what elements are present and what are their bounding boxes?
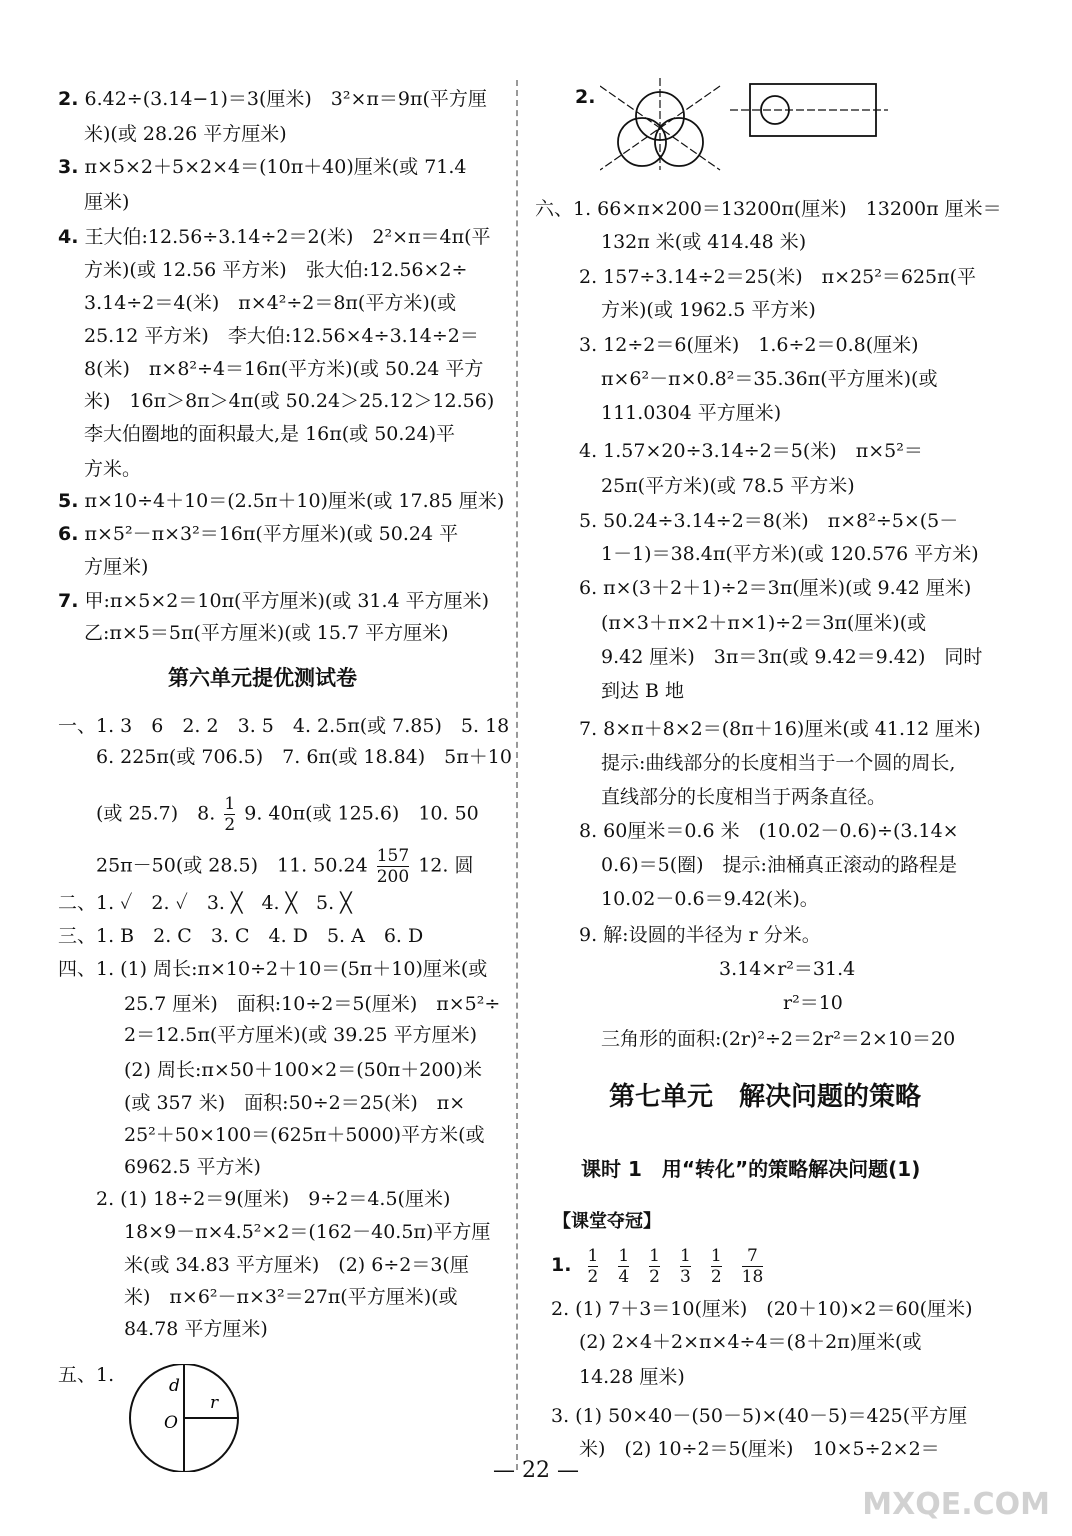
answer-text: 方厘米) (84, 556, 149, 578)
unit-title: 第七单元 解决问题的策略 (609, 1082, 922, 1112)
tail-line: (2) 2×4＋2×π×4÷4＝(8＋2π)厘米(或 (579, 1331, 922, 1353)
answer-line: 4. 1.57×20÷3.14÷2＝5(米) π×5²＝ (579, 440, 923, 462)
watermark-logo: MXQE.COM (862, 1487, 1050, 1522)
answer-line: 132π 米(或 414.48 米) (601, 231, 807, 253)
fraction: $\frac{1}{2}$ (224, 794, 236, 835)
fraction: $\frac{1}{4}$ (618, 1245, 630, 1287)
answer-line: 9.42 厘米) 3π＝3π(或 9.42＝9.42) 同时 (601, 646, 983, 668)
item-number: 7. (58, 590, 79, 612)
test-line: 一、1. 3 6 2. 2 3. 5 4. 2.5π(或 7.85) 5. 18 (58, 715, 510, 737)
answer-line: 5. 50.24÷3.14÷2＝8(米) π×8²÷5×(5－ (579, 510, 959, 532)
test-line: 18×9－π×4.5²×2＝(162－40.5π)平方厘 (124, 1221, 491, 1243)
test-line: 25²＋50×100＝(625π＋5000)平方米(或 (124, 1124, 485, 1146)
page-number: — 22 — (493, 1458, 579, 1483)
fraction: $\frac{157}{200}$ (376, 846, 410, 887)
test-line: 2＝12.5π(平方厘米)(或 39.25 平方厘米) (124, 1024, 478, 1046)
answer-line (58, 490, 504, 512)
answer-text: π×5×2＋5×2×4＝(10π＋40)厘米(或 71.4 (78, 156, 467, 178)
tail-line: 14.28 厘米) (579, 1366, 685, 1388)
answer-line: π×6²－π×0.8²＝35.36π(平方厘米)(或 (601, 368, 938, 390)
test-line: 五、1. (58, 1364, 115, 1386)
answer-line (84, 423, 455, 445)
section-tag: 【课堂夺冠】 (553, 1211, 661, 1232)
answer-text: 王大伯:12.56÷3.14÷2＝2(米) 2²×π＝4π(平 (78, 226, 491, 248)
answer-line (58, 590, 489, 612)
item-number: 4. (58, 226, 79, 248)
answer-line (84, 292, 456, 314)
answer-line (84, 556, 148, 578)
answer-text: 25.12 平方米) 李大伯:12.56×4÷3.14÷2＝ (84, 325, 479, 347)
test-line: 6. 225π(或 706.5) 7. 6π(或 18.84) 5π＋10 (96, 746, 512, 768)
answer-line: 直线部分的长度相当于两条直径。 (601, 786, 887, 808)
answer-line: 方米)(或 1962.5 平方米) (601, 299, 816, 321)
answer-line: 25π(平方米)(或 78.5 平方米) (601, 475, 855, 497)
answer-line (58, 226, 491, 248)
answer-text: 厘米) (84, 191, 130, 213)
answer-line: 7. 8×π＋8×2＝(8π＋16)厘米(或 41.12 厘米) (579, 718, 981, 740)
circle-diagram (124, 1364, 248, 1472)
item-number: 5. (58, 490, 79, 512)
answer-text: 方米)(或 12.56 平方米) 张大伯:12.56×2÷ (84, 259, 468, 281)
test-line: 84.78 平方厘米) (124, 1318, 268, 1340)
answer-line (84, 123, 287, 145)
answer-text: 6.42÷(3.14−1)＝3(厘米) 3²×π＝9π(平方厘 (78, 88, 487, 110)
fraction: $\frac{1}{2}$ (710, 1245, 722, 1287)
answer-text: 甲:π×5×2＝10π(平方厘米)(或 31.4 平方厘米) (78, 590, 490, 612)
item-number: 6. (58, 523, 79, 545)
answer-line: 3. 12÷2＝6(厘米) 1.6÷2＝0.8(厘米) (579, 334, 919, 356)
answer-line: 1－1)＝38.4π(平方米)(或 120.576 平方米) (601, 543, 979, 565)
answer-line (84, 458, 141, 480)
answer-line: 9. 解:设圆的半径为 r 分米。 (579, 924, 821, 946)
section-title: 第六单元提优测试卷 (168, 666, 357, 690)
answer-line: r²＝10 (783, 992, 843, 1014)
test-line: 6962.5 平方米) (124, 1156, 261, 1178)
tail-line: 3. (1) 50×40－(50－5)×(40－5)＝425(平方厘 (551, 1405, 968, 1427)
test-line: 25.7 厘米) 面积:10÷2＝5(厘米) π×5²÷ (124, 993, 501, 1015)
test-line: 米(或 34.83 平方厘米) (2) 6÷2＝3(厘 (124, 1254, 469, 1276)
answer-line (58, 523, 458, 545)
item-number: 3. (58, 156, 79, 178)
answer-line (84, 325, 479, 347)
center-label: O (164, 1413, 178, 1433)
answer-text: π×5²－π×3²＝16π(平方厘米)(或 50.24 平 (78, 523, 459, 545)
answer-line (84, 622, 449, 644)
answer-line (58, 156, 467, 178)
answer-text: 乙:π×5＝5π(平方厘米)(或 15.7 平方厘米) (84, 622, 449, 644)
answer-line: 六、1. 66×π×200＝13200π(厘米) 13200π 厘米＝ (535, 198, 1002, 220)
answer-text: 李大伯圈地的面积最大,是 16π(或 50.24)平 (84, 423, 456, 445)
column-divider (516, 80, 518, 1470)
answer-line: 三角形的面积:(2r)²÷2＝2r²＝2×10＝20 (601, 1028, 956, 1050)
answer-line: 10.02－0.6＝9.42(米)。 (601, 888, 819, 910)
answer-line: 6. π×(3＋2＋1)÷2＝3π(厘米)(或 9.42 厘米) (579, 577, 972, 599)
answer-line: 111.0304 平方厘米) (601, 402, 782, 424)
tail-line: 2. (1) 7＋3＝10(厘米) (20＋10)×2＝60(厘米) (551, 1298, 973, 1320)
tail-line: 米) (2) 10÷2＝5(厘米) 10×5÷2×2＝ (579, 1438, 940, 1460)
answer-line (84, 358, 483, 380)
answer-line: (π×3＋π×2＋π×1)÷2＝3π(厘米)(或 (601, 612, 927, 634)
test-line: (或 25.7) 8. $\frac{1}{2}$ 9. 40π(或 125.6) 10. 50 (96, 794, 479, 835)
radius-label: r (210, 1393, 219, 1413)
answer-text: 8(米) π×8²÷4＝16π(平方米)(或 50.24 平方 (84, 358, 484, 380)
answer-text: π×10÷4＋10＝(2.5π＋10)厘米(或 17.85 厘米) (78, 490, 505, 512)
answer-text: 米) 16π＞8π＞4π(或 50.24＞25.12＞12.56) (84, 390, 495, 412)
item-number: 2. (58, 88, 79, 110)
three-circles-figure (600, 78, 730, 178)
answer-line: 8. 60厘米＝0.6 米 (10.02－0.6)÷(3.14× (579, 820, 959, 842)
test-line: 25π－50(或 28.5) 11. 50.24 $\frac{157}{200}$ 12. 圆 (96, 846, 474, 887)
rectangle-circle-figure (730, 82, 890, 140)
answer-line: 0.6)＝5(圈) 提示:油桶真正滚动的路程是 (601, 854, 957, 876)
diameter-label: d (169, 1376, 180, 1396)
answer-text: 3.14÷2＝4(米) π×4²÷2＝8π(平方米)(或 (84, 292, 457, 314)
fraction: $\frac{1}{2}$ (587, 1245, 599, 1287)
answer-line (58, 88, 487, 110)
answer-line: 到达 B 地 (601, 680, 685, 702)
answer-line (84, 390, 494, 412)
answer-text: 米)(或 28.26 平方厘米) (84, 123, 287, 145)
lesson-title: 课时 1 用“转化”的策略解决问题(1) (581, 1157, 921, 1181)
figure-label: 2. (575, 86, 596, 108)
fraction: $\frac{1}{2}$ (649, 1245, 660, 1287)
test-line: 2. (1) 18÷2＝9(厘米) 9÷2＝4.5(厘米) (96, 1188, 451, 1210)
test-line: 四、1. (1) 周长:π×10÷2＋10＝(5π＋10)厘米(或 (58, 958, 488, 980)
test-line: 二、1. ✓ 2. ✓ 3. ╳ 4. ╳ 5. ╳ (58, 892, 352, 914)
answer-line (84, 191, 129, 213)
question-1-fractions: 1. $\frac{1}{2}$ $\frac{1}{4}$ $\frac{1}{2}$ $\frac{1}{3}$ $\frac{1}{2}$ $\frac{7}{18}$ (551, 1245, 764, 1287)
answer-line: 提示:曲线部分的长度相当于一个圆的周长, (601, 752, 956, 774)
fraction: $\frac{1}{3}$ (679, 1245, 691, 1287)
answer-text: 方米。 (84, 458, 142, 480)
answer-line: 3.14×r²＝31.4 (719, 958, 856, 980)
fraction: $\frac{7}{18}$ (741, 1245, 764, 1287)
answer-line: 2. 157÷3.14÷2＝25(米) π×25²＝625π(平 (579, 266, 977, 288)
test-line: (2) 周长:π×50＋100×2＝(50π＋200)米 (124, 1059, 482, 1081)
test-line: (或 357 米) 面积:50÷2＝25(米) π× (124, 1092, 466, 1114)
test-line: 米) π×6²－π×3²＝27π(平方厘米)(或 (124, 1286, 458, 1308)
answer-line (84, 259, 467, 281)
test-line: 三、1. B 2. C 3. C 4. D 5. A 6. D (58, 925, 424, 947)
